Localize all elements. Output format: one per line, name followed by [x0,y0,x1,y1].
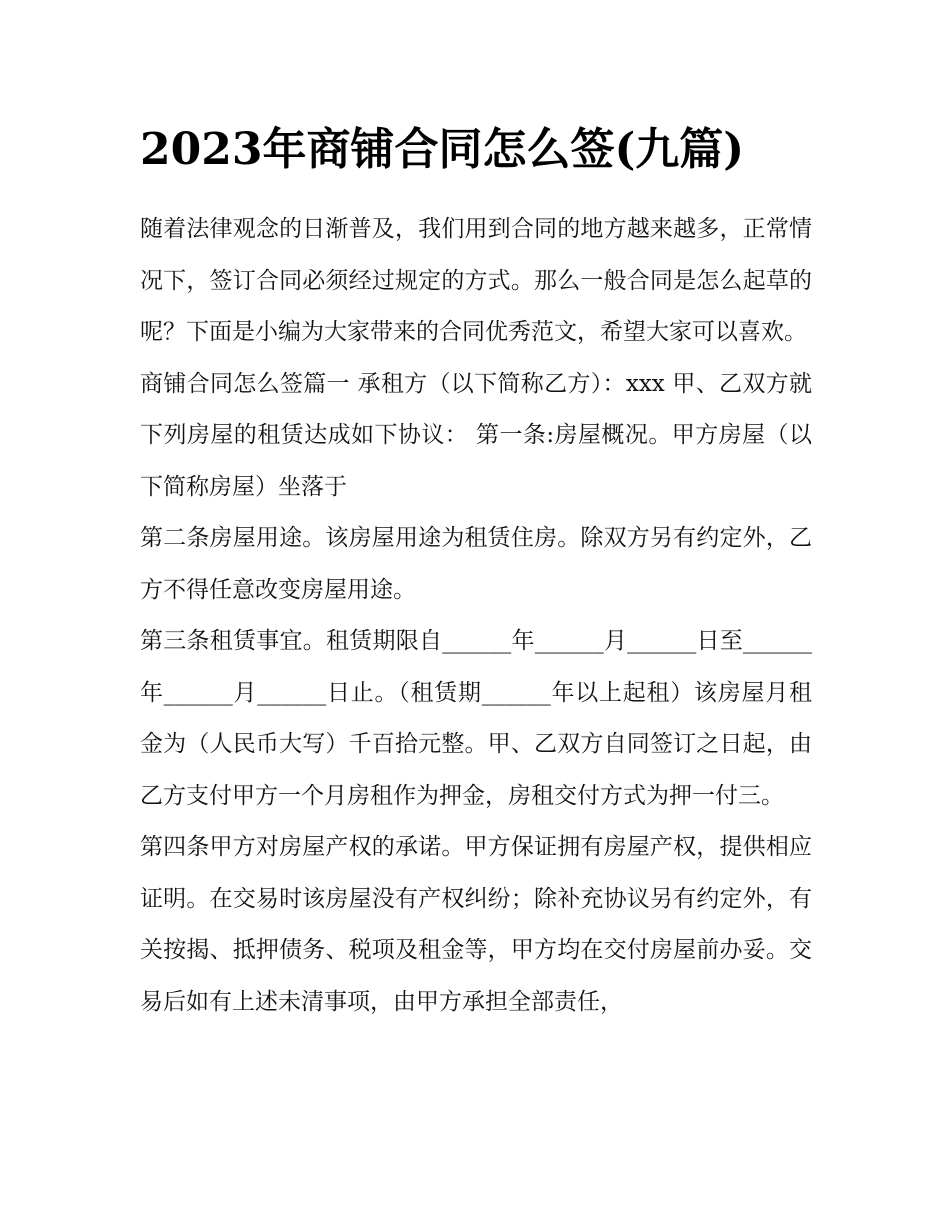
paragraph-intro: 随着法律观念的日渐普及，我们用到合同的地方越来越多，正常情况下，签订合同必须经过规定的方式。那么一般合同是怎么起草的呢？下面是小编为大家带来的合同优秀范文，希望大家可以喜欢。 [140,216,812,345]
paragraph-contract-parties: 商铺合同怎么签篇一 承租方（以下简称乙方）：xxx 甲、乙双方就下列房屋的租赁达成如下协议： 第一条:房屋概况。甲方房屋（以下简称房屋）坐落于 [140,370,812,500]
paragraph-article-2: 第二条房屋用途。该房屋用途为租赁住房。除双方另有约定外，乙方不得任意改变房屋用途。 [140,525,812,603]
paragraph-article-3: 第三条租赁事宜。租赁期限自______年______月______日至______年______月______日止。（租赁期______年以上起租）该房屋月租金为（人民币大写）千百拾元整。甲、乙双方自同签订之日起，由乙方支付甲方一个月房租作为押金，房租交付方式为押一付三。 [140,628,812,809]
paragraph-article-4: 第四条甲方对房屋产权的承诺。甲方保证拥有房屋产权，提供相应证明。在交易时该房屋没有产权纠纷；除补充协议另有约定外，有关按揭、抵押债务、税项及租金等，甲方均在交付房屋前办妥。交易后如有上述未清事项，由甲方承担全部责任， [140,834,812,1015]
document-title: 2023年商铺合同怎么签(九篇) [140,124,745,175]
document-body [140,118,812,1028]
